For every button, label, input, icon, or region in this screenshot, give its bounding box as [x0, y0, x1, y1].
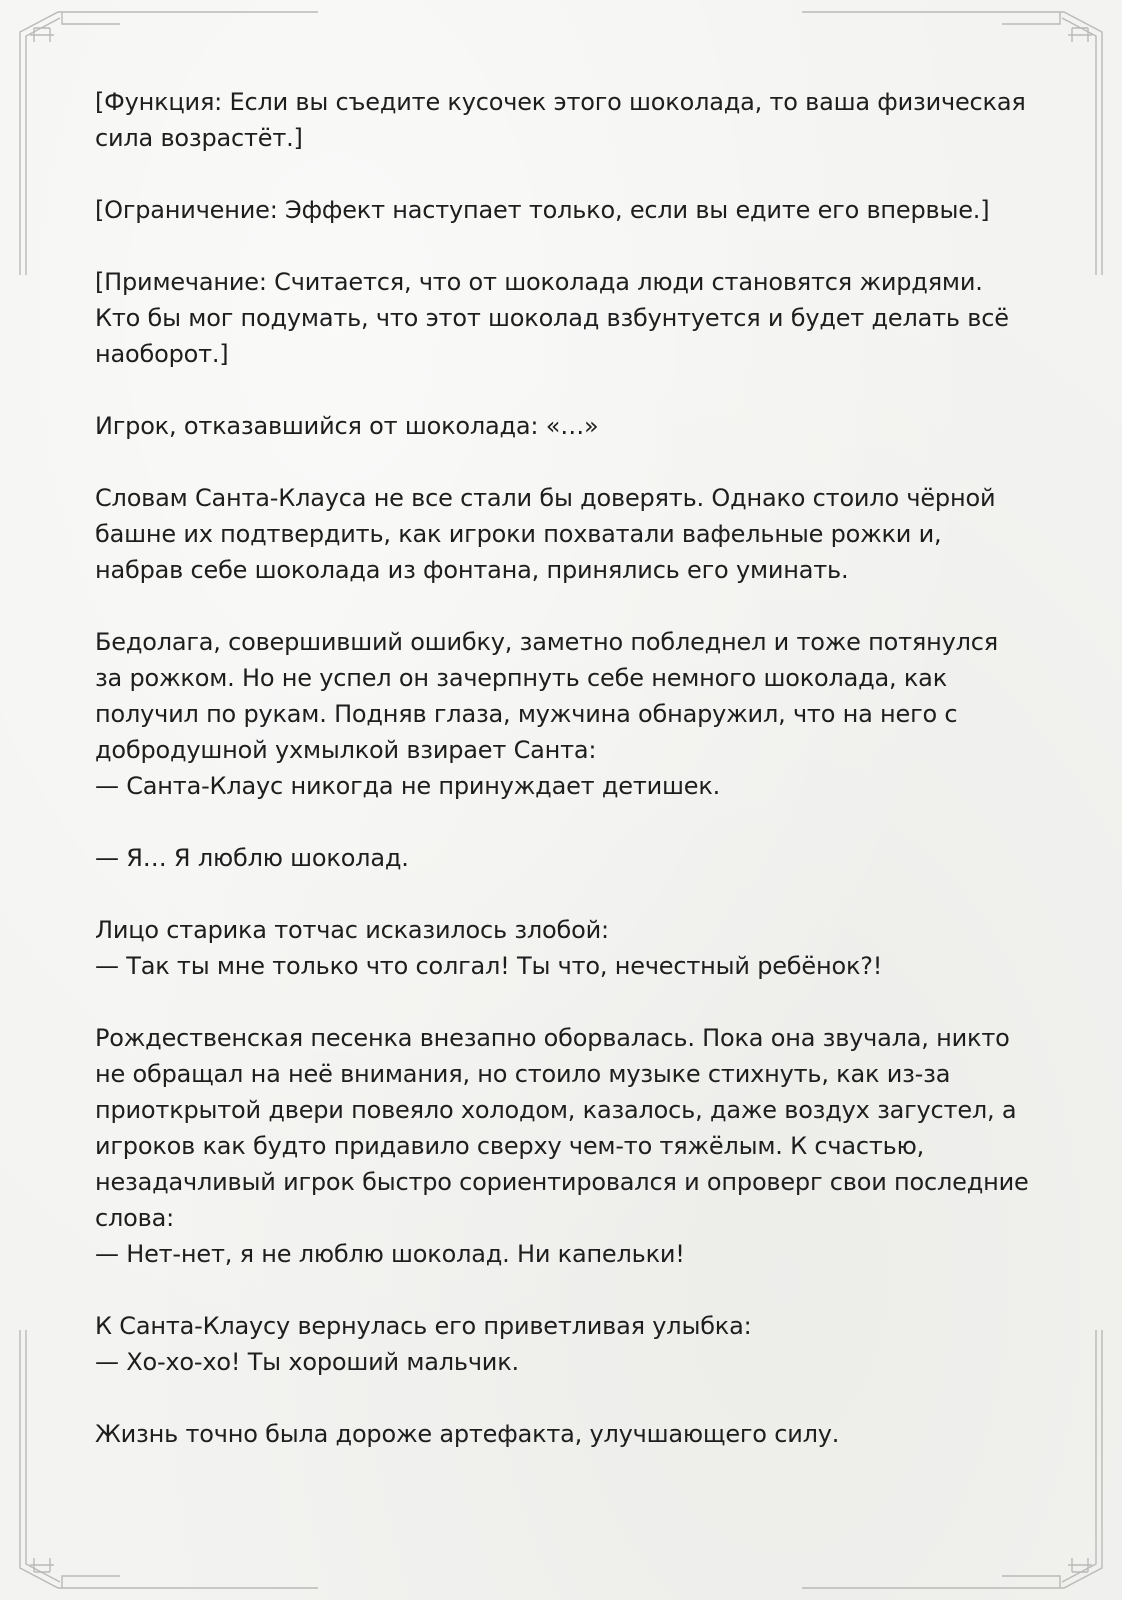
paragraph-refusing-player: [95, 408, 1030, 444]
text-line: Словам Санта-Клауса не все стали бы доверять. Однако стоило чёрной башне их подтвердить, как игроки похватали вафельные рожки и, набрав себе шоколада из фонтана, принялись его уминать.: [95, 484, 996, 584]
text-line: [Ограничение: Эффект наступает только, если вы едите его впервые.]: [95, 196, 990, 224]
paragraph-song-stopped: [95, 1020, 1030, 1272]
text-line: Лицо старика тотчас исказилось злобой:: [95, 916, 609, 944]
text-line: [Функция: Если вы съедите кусочек этого шоколада, то ваша физическая сила возрастёт.]: [95, 88, 1026, 152]
dialogue-line: — Нет-нет, я не люблю шоколад. Ни капельки!: [95, 1240, 685, 1268]
text-line: [Примечание: Считается, что от шоколада люди становятся жирдями. Кто бы мог подумать, что этот шоколад взбунтуется и будет делать всё наоборот.]: [95, 268, 1009, 368]
paragraph-santa-words: [95, 480, 1030, 588]
dialogue-line: — Хо-хо-хо! Ты хороший мальчик.: [95, 1348, 519, 1376]
text-line: Рождественская песенка внезапно оборвалась. Пока она звучала, никто не обращал на неё внимания, но стоило музыке стихнуть, как из-за приоткрытой двери повеяло холодом, казалось, даже воздух загустел, а игроков как будто придавило сверху чем-то тяжёлым. К счастью, незадачливый игрок быстро сориентировался и опроверг свои последние слова:: [95, 1024, 1029, 1232]
dialogue-line: — Так ты мне только что солгал! Ты что, нечестный ребёнок?!: [95, 952, 883, 980]
dialogue-line: — Санта-Клаус никогда не принуждает детишек.: [95, 772, 721, 800]
paragraph-life-dearer: [95, 1416, 1030, 1452]
document-body: [95, 84, 1030, 1488]
text-line: К Санта-Клаусу вернулась его приветливая улыбка:: [95, 1312, 752, 1340]
dialogue-line: — Я… Я люблю шоколад.: [95, 844, 409, 872]
text-line: Игрок, отказавшийся от шоколада: «…»: [95, 412, 599, 440]
paragraph-function: [95, 84, 1030, 156]
text-line: Жизнь точно была дороже артефакта, улучшающего силу.: [95, 1420, 840, 1448]
paragraph-note: [95, 264, 1030, 372]
paragraph-santa-smile: [95, 1308, 1030, 1380]
paragraph-poor-fellow: [95, 624, 1030, 804]
paragraph-old-man-anger: [95, 912, 1030, 984]
paragraph-i-love-chocolate: [95, 840, 1030, 876]
text-line: Бедолага, совершивший ошибку, заметно побледнел и тоже потянулся за рожком. Но не успел он зачерпнуть себе немного шоколада, как получил по рукам. Подняв глаза, мужчина обнаружил, что на него с добродушной ухмылкой взирает Санта:: [95, 628, 999, 764]
paragraph-limitation: [95, 192, 1030, 228]
